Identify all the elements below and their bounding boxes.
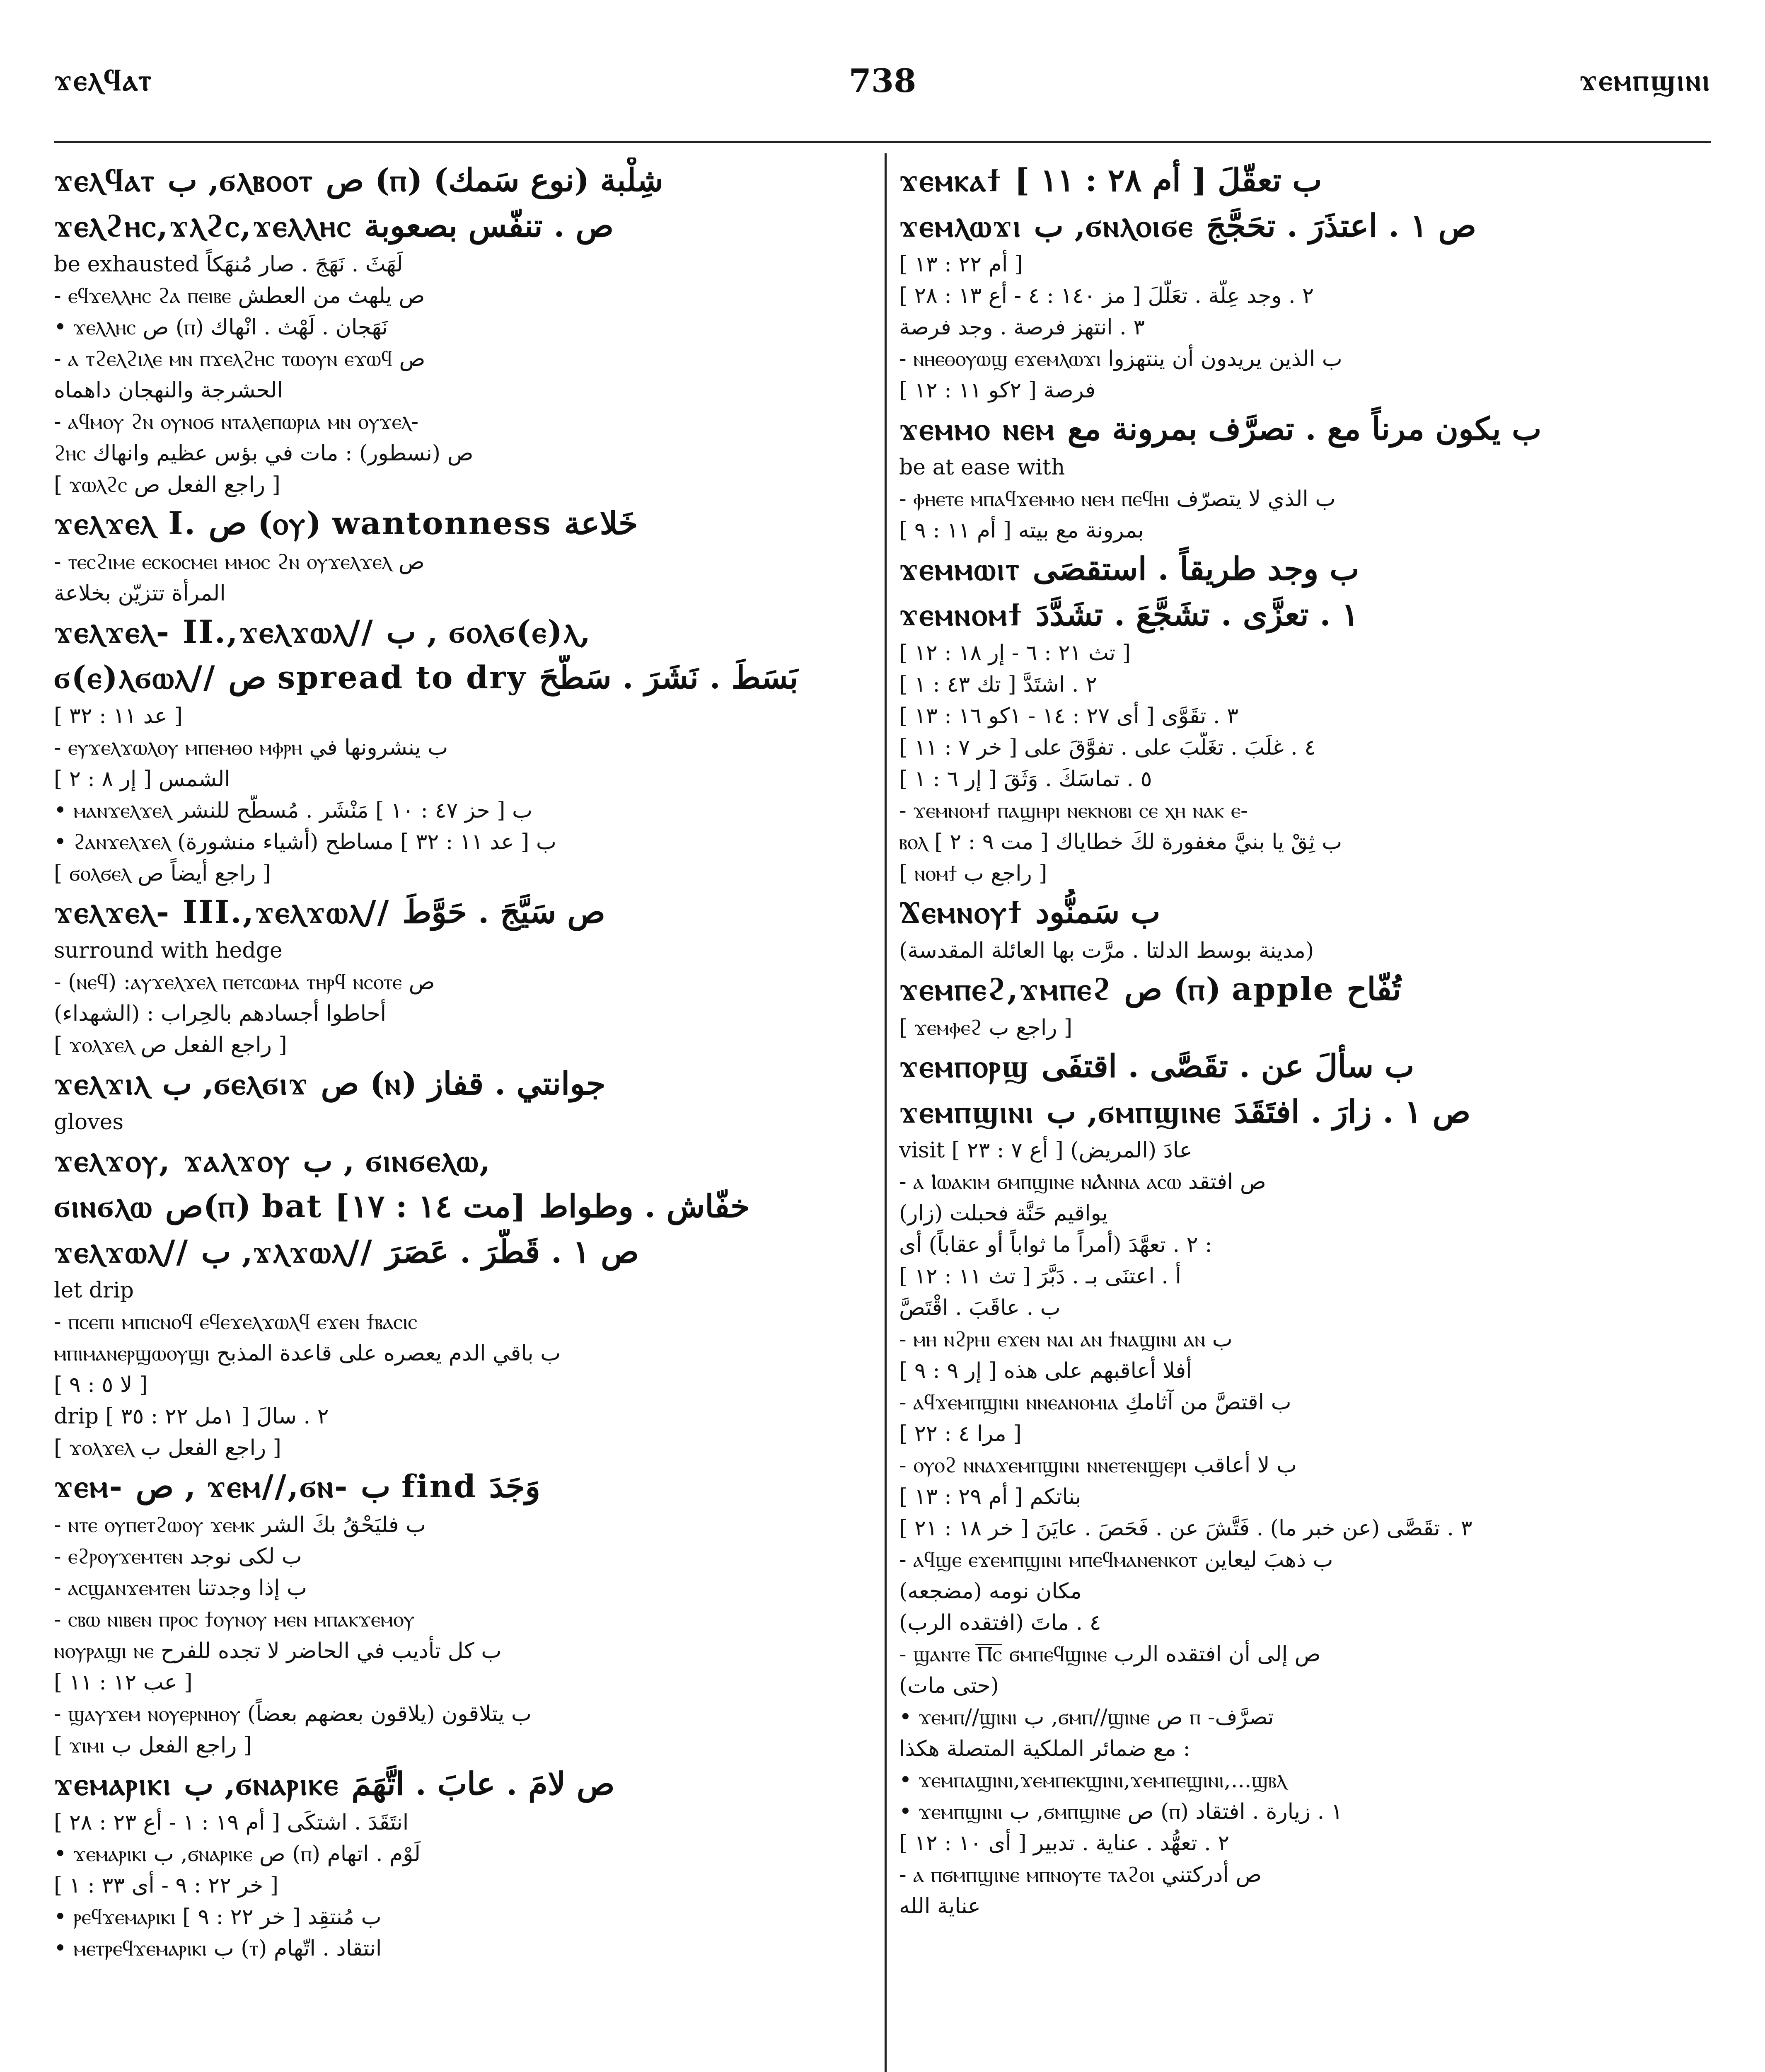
entry-line: • ϫⲉⲗⲗⲏⲥ ص (ⲡ) نَهَجان . لَهْث . انْهاك — [54, 315, 388, 340]
entry-line: [ ϫⲟⲗϫⲉⲗ راجع الفعل ص ] — [54, 1033, 287, 1058]
entry-line: أ . اعتنَى بـ . دَبَّرَ [ تث ١١ : ١٢ ] — [899, 1264, 1181, 1289]
entry-line: بمرونة مع بيته [ أم ١١ : ٩ ] — [899, 518, 1144, 543]
entry-line: عناية الله — [899, 1894, 981, 1919]
left-column — [54, 157, 866, 2072]
headword-line: ϫⲉⲙⲙⲟ ⲛⲉⲙ ب يكون مرناً مع . تصرَّف بمرونة مع — [899, 410, 1542, 447]
entry-line: الحشرجة والنهجان داهماه — [54, 378, 283, 403]
entry-line: [ ϫⲓⲙⲓ راجع الفعل ب ] — [54, 1733, 252, 1758]
entry-line: - ⲛⲧⲉ ⲟⲩⲡⲉⲧϩⲱⲟⲩ ϫⲉⲙⲕ ب فليَحْقُ بكَ الشر — [54, 1513, 426, 1537]
entry-line: ٤ . غلَبَ . تغَلَّبَ على . تفوَّقَ على [ خر ٧ : ١١ ] — [899, 735, 1316, 760]
entry-line: be exhausted لَهَثَ . نَهَجَ . صار مُنهَكاً — [54, 252, 403, 277]
entry-line: - ⲁϥϫⲉⲙⲡϣⲓⲛⲓ ⲛⲛⲉⲁⲛⲟⲙⲓⲁ ب اقتصَّ من آثامكِ — [899, 1390, 1291, 1415]
headword-line: ϫⲉⲙⲙⲱⲓⲧ ب وجد طريقاً . استقصَى — [899, 550, 1359, 587]
entry-line: [ ϫⲟⲗϫⲉⲗ راجع الفعل ب ] — [54, 1435, 281, 1460]
entry-line: [ خر ٢٢ : ٩ - أى ٣٣ : ١ ] — [54, 1873, 279, 1898]
entry-line: [ تث ٢١ : ٦ - إر ١٨ : ١٢ ] — [899, 641, 1131, 666]
headword-line: ϫⲉⲗϫⲓⲗ ب ,ϭⲉⲗϭⲓϫ ص (ⲛ) جوانتي . قفاز — [54, 1065, 606, 1102]
entry-line: بناتكم [ أم ٢٩ : ١٣ ] — [899, 1484, 1081, 1509]
entry-line: (زار) يواقيم حَنَّة فحبلت — [899, 1201, 1108, 1226]
entry-line: [ لا ٥ : ٩ ] — [54, 1372, 148, 1397]
headword-line: ϫⲉⲙⲗⲱϫⲓ ب ,ϭⲛⲗⲟⲓϭⲉ ص ١ . اعتذَرَ . تحَجَّجَ — [899, 207, 1477, 244]
entry-line: drip [ ١مل ٢٢ : ٣٥ ] ٢ . سالَ — [54, 1404, 329, 1429]
headword-line: ϫⲉⲙⲡⲟⲣϣ ب سألَ عن . تقَصَّى . اقتفَى — [899, 1048, 1414, 1084]
entry-line: ٢ . وجد عِلّة . تعَلَّلَ [ مز ١٤٠ : ٤ - أع ١٣ : ٢٨ ] — [899, 283, 1314, 308]
headword-line: ϫⲉⲙⲁⲣⲓⲕⲓ ب ,ϭⲛⲁⲣⲓⲕⲉ ص لامَ . عابَ . اتَّهَمَ — [54, 1765, 615, 1802]
entry-line: ٣ . تقَصَّى (عن خبر ما) . فَتَّشَ عن . فَحَصَ . عايَنَ [ خر ١٨ : ٢١ ] — [899, 1516, 1472, 1541]
entry-line: مكان نومه (مضجعه) — [899, 1579, 1082, 1604]
entry-line: ب . عاقَبَ . اقْتَصَّ — [899, 1295, 1061, 1320]
entry-line: - ϫⲉⲙⲛⲟⲙϯ ⲡⲁϣⲏⲣⲓ ⲛⲉⲕⲛⲟⲃⲓ ⲥⲉ ⲭⲏ ⲛⲁⲕ ⲉ- — [899, 798, 1248, 823]
headword-line: Ϫⲉⲙⲛⲟⲩϯ ب سَمنُّود — [899, 893, 1161, 930]
entry-line: ⲙⲡⲓⲙⲁⲛⲉⲣϣⲱⲟⲩϣⲓ ب باقي الدم يعصره على قاعدة المذبح — [54, 1341, 561, 1366]
entry-line: - ⲡⲥⲉⲡⲓ ⲙⲡⲓⲥⲛⲟϥ ⲉϥⲉϫⲉⲗϫⲱⲗϥ ⲉϫⲉⲛ ϯⲃⲁⲥⲓⲥ — [54, 1310, 418, 1334]
entry-line: - ⲁ Ⲓⲱⲁⲕⲓⲙ ϭⲙⲡϣⲓⲛⲉ ⲛⲀⲛⲛⲁ ⲁⲥⲱ ص افتقد — [899, 1169, 1266, 1194]
entry-line: - ⲟⲩⲟϩ ⲛⲛⲁϫⲉⲙⲡϣⲓⲛⲓ ⲛⲛⲉⲧⲉⲛϣⲉⲣⲓ ب لا أعاقب — [899, 1453, 1297, 1478]
entry-line: (مدينة بوسط الدلتا . مرَّت بها العائلة المقدسة) — [899, 938, 1314, 963]
entry-line: [ عد ١١ : ٣٢ ] — [54, 704, 183, 729]
entry-line: ٣ . تقَوَّى [ أى ٢٧ : ١٤ - ١كو ١٦ : ١٣ ] — [899, 704, 1239, 729]
entry-line: (حتى مات) — [899, 1673, 999, 1698]
entry-line: ٢ . اشتَدَّ [ تك ٤٣ : ١ ] — [899, 672, 1097, 697]
entry-line: - ⲉⲩϫⲉⲗϫⲱⲗⲟⲩ ⲙⲡⲉⲙⲑⲟ ⲙⲫⲣⲏ ب ينشرونها في — [54, 735, 448, 760]
headword-line: ϫⲉⲙⲡⲉϩ,ϫⲙⲡⲉϩ ص (ⲡ) apple تُفّاح — [899, 971, 1402, 1007]
entry-line: ⲛⲟⲩⲣⲁϣⲓ ⲛⲉ ب كل تأديب في الحاضر لا تجده للفرح — [54, 1639, 502, 1663]
entry-line: • ⲙⲉⲧⲣⲉϥϫⲉⲙⲁⲣⲓⲕⲓ ب (ⲧ) انتقاد . اتّهام — [54, 1936, 382, 1961]
entry-line: • ⲙⲁⲛϫⲉⲗϫⲉⲗ ب [ حز ٤٧ : ١٠ ] مَنْشَر . مُسطَّح للنشر — [54, 798, 532, 823]
column-divider — [885, 153, 887, 2072]
running-head-right: ϫⲉⲙⲡϣⲓⲛⲓ — [1579, 62, 1711, 97]
entry-line: [ ϫⲉⲙⲫⲉϩ راجع ب ] — [899, 1015, 1073, 1040]
entry-line: ϩⲏⲥ ص (نسطور) : مات في بؤس عظيم وانهاك — [54, 441, 474, 466]
entry-line: - ⲧⲉⲥϩⲓⲙⲉ ⲉⲥⲕⲟⲥⲙⲉⲓ ⲙⲙⲟⲥ ϩⲛ ⲟⲩϫⲉⲗϫⲉⲗ ص — [54, 549, 425, 574]
headword-line: ϫⲉⲗϫⲉⲗ- II.,ϫⲉⲗϫⲱⲗ// ب , ϭⲟⲗϭ(ⲉ)ⲗ, — [54, 613, 592, 650]
entry-line: let drip — [54, 1278, 134, 1303]
entry-line: [ ⲛⲟⲙϯ راجع ب ] — [899, 861, 1047, 886]
entry-line: - ⲉϥϫⲉⲗⲗⲏⲥ ϩⲁ ⲡⲉⲓⲃⲉ ص يلهث من العطش — [54, 283, 425, 308]
entry-line: • ⲣⲉϥϫⲉⲙⲁⲣⲓⲕⲓ ب مُنتقِد [ خر ٢٢ : ٩ ] — [54, 1905, 382, 1929]
entry-line: - ϣⲁⲩϫⲉⲙ ⲛⲟⲩⲉⲣⲛⲏⲟⲩ ب يتلاقون (يلاقون بعضهم بعضاً) — [54, 1702, 532, 1726]
entry-line: - ⲙⲏ ⲛϩⲣⲏⲓ ⲉϫⲉⲛ ⲛⲁⲓ ⲁⲛ ϯⲛⲁϣⲓⲛⲓ ⲁⲛ ب — [899, 1327, 1233, 1352]
entry-line: ⲃⲟⲗ ب ثِقْ يا بنيَّ مغفورة لكَ خطاياك [ مت ٩ : ٢ ] — [899, 830, 1342, 854]
entry-line: - ⲁϥϣⲉ ⲉϫⲉⲙⲡϣⲓⲛⲓ ⲙⲡⲉϥⲙⲁⲛⲉⲛⲕⲟⲧ ب ذهبَ ليعاين — [899, 1547, 1333, 1572]
entry-line: - ⲁϥⲙⲟⲩ ϩⲛ ⲟⲩⲛⲟϭ ⲛⲧⲁⲗⲉⲡⲱⲣⲓⲁ ⲙⲛ ⲟⲩϫⲉⲗ- — [54, 409, 419, 434]
headword-line: ϫⲉⲙⲕⲁϯ ب تعقّلَ [ أم ٢٨ : ١١ ] — [899, 162, 1322, 198]
entry-line: be at ease with — [899, 455, 1065, 480]
entry-line: [ أم ٢٢ : ١٣ ] — [899, 252, 1023, 277]
headword-line: ϫⲉⲗϫⲟⲩ, ϫⲁⲗϫⲟⲩ ب , ϭⲓⲛϭⲉⲗⲱ, — [54, 1142, 492, 1179]
headword-line: ϭⲓⲛϭⲗⲱ ص(ⲡ) bat [مت ١٤ : ١٧] خفّاش . وطواط — [54, 1188, 750, 1225]
entry-line: • ϫⲉⲙⲡ//ϣⲓⲛⲓ ب ,ϭⲙⲡ//ϣⲓⲛⲉ ص ⲡ -تصرَّف — [899, 1705, 1274, 1730]
entry-line: - ⲫⲏⲉⲧⲉ ⲙⲡⲁϥϫⲉⲙⲙⲟ ⲛⲉⲙ ⲡⲉϥⲏⲓ ب الذي لا يتصرّف — [899, 487, 1336, 511]
entry-line: المرأة تتزيّن بخلاعة — [54, 581, 226, 606]
entry-line: - ϣⲁⲛⲧⲉ Ⲡ̅ⲥ̅ ϭⲙⲡⲉϥϣⲓⲛⲉ ص إلى أن افتقده الرب — [899, 1642, 1321, 1667]
entry-line: - ⲁ ⲡϭⲙⲡϣⲓⲛⲉ ⲙⲡⲛⲟⲩⲧⲉ ⲧⲁϩⲟⲓ ص أدركتني — [899, 1862, 1262, 1887]
headword-line: ϫⲉⲙⲛⲟⲙϯ ١ . تعزَّى . تشَجَّعَ . تشَدَّدَ — [899, 596, 1359, 633]
entry-line: (الشهداء) : أحاطوا أجسادهم بالحِراب — [54, 1001, 387, 1026]
entry-line: ٤ . ماتَ (افتقده الرب) — [899, 1610, 1101, 1635]
entry-line: - ⲥⲃⲱ ⲛⲓⲃⲉⲛ ⲡⲣⲟⲥ ϯⲟⲩⲛⲟⲩ ⲙⲉⲛ ⲙⲡⲁⲕϫⲉⲙⲟⲩ — [54, 1607, 415, 1632]
entry-line: مع ضمائر الملكية المتصلة هكذا : — [899, 1736, 1190, 1761]
running-head-left: ϫⲉⲗϥⲁⲧ — [54, 62, 153, 97]
entry-line: [ مرا ٤ : ٢٢ ] — [899, 1421, 1022, 1446]
entry-line: ٢ . تعهُّد . عناية . تدبير [ أى ١٠ : ١٢ ] — [899, 1831, 1230, 1856]
entry-line: ٢ . تعهَّدَ (أمراً ما ثواباً أو عقاباً) أى : — [899, 1232, 1212, 1257]
entry-line: • ϫⲉⲙⲡϣⲓⲛⲓ ب ,ϭⲙⲡϣⲓⲛⲉ ص (ⲡ) ١ . زيارة . افتقاد — [899, 1799, 1343, 1824]
entry-line: [ ϫⲱⲗϩⲥ راجع الفعل ص ] — [54, 472, 280, 497]
entry-line: • ϫⲉⲙⲡⲁϣⲓⲛⲓ,ϫⲉⲙⲡⲉⲕϣⲓⲛⲓ,ϫⲉⲙⲡⲉϣⲓⲛⲓ,...ϣⲃⲗ — [899, 1768, 1287, 1793]
entry-line: - ⲁⲥϣⲁⲛϫⲉⲙⲧⲉⲛ ب إذا وجدتنا — [54, 1576, 307, 1600]
entry-line: الشمس [ إر ٨ : ٢ ] — [54, 767, 230, 792]
entry-line: • ϩⲁⲛϫⲉⲗϫⲉⲗ ب [ عد ١١ : ٣٢ ] مساطح (أشياء منشورة) — [54, 830, 556, 854]
headword-line: ϫⲉⲗϫⲉⲗ I. ص (ⲟⲩ) wantonness خَلاعة — [54, 505, 638, 542]
headword-line: ϫⲉⲙⲡϣⲓⲛⲓ ب ,ϭⲙⲡϣⲓⲛⲉ ص ١ . زارَ . افتَقَدَ — [899, 1093, 1471, 1130]
entry-line: [ عب ١٢ : ١١ ] — [54, 1670, 193, 1695]
entry-line: surround with hedge — [54, 938, 283, 963]
entry-line: فرصة [ ٢كو ١١ : ١٢ ] — [899, 378, 1096, 403]
entry-line: ٣ . انتهز فرصة . وجد فرصة — [899, 315, 1145, 340]
entry-line: - ⲁ ⲧϩⲉⲗϩⲓⲗⲉ ⲙⲛ ⲡϫⲉⲗϩⲏⲥ ⲧⲱⲟⲩⲛ ⲉϫⲱϥ ص — [54, 346, 426, 371]
entry-line: - ⲉϩⲣⲟⲩϫⲉⲙⲧⲉⲛ ب لكى نوجد — [54, 1544, 302, 1569]
headword-line: ϫⲉⲗϫⲱⲗ// ب ,ϫⲗϫⲱⲗ// ص ١ . قَطَّرَ . عَصَرَ — [54, 1233, 639, 1270]
entry-line: أفلا أعاقبهم على هذه [ إر ٩ : ٩ ] — [899, 1358, 1192, 1383]
headword-line: ϫⲉⲗϫⲉⲗ- III.,ϫⲉⲗϫⲱⲗ// ص سَيَّجَ . حَوَّطَ — [54, 893, 605, 930]
headword-line: ϫⲉⲗϩⲏⲥ,ϫⲗϩⲥ,ϫⲉⲗⲗⲏⲥ ص . تنفّس بصعوبة — [54, 207, 614, 244]
entry-line: ٥ . تماسَكَ . وَثَقَ [ إر ٦ : ١ ] — [899, 767, 1152, 792]
right-column — [899, 157, 1711, 2072]
headword-line: ϫⲉⲗϥⲁⲧ ب ,ϭⲗⲃⲟⲟⲧ ص (ⲡ) شِلْبة (نوع سَمك) — [54, 162, 663, 198]
headword-line: ϭ(ⲉ)ⲗϭⲱⲗ// ص spread to dry بَسَطَ . نَشَرَ . سَطَّحَ — [54, 659, 798, 696]
header-rule — [54, 141, 1711, 143]
entry-line: • ϫⲉⲙⲁⲣⲓⲕⲓ ب ,ϭⲛⲁⲣⲓⲕⲉ ص (ⲡ) لَوْم . اتهام — [54, 1842, 421, 1866]
headword-line: ϫⲉⲙ- ص , ϫⲉⲙ//,ϭⲛ- ب find وَجَدَ — [54, 1468, 541, 1505]
entry-line: gloves — [54, 1110, 124, 1135]
entry-line: انتَقَدَ . اشتكَى [ أم ١٩ : ١ - أع ٢٣ : ٢٨ ] — [54, 1810, 409, 1835]
page-number: 738 — [849, 62, 916, 100]
entry-line: - (ⲛⲉϥ) :ⲁⲩϫⲉⲗϫⲉⲗ ⲡⲉⲧⲥⲱⲙⲁ ⲧⲏⲣϥ ⲛⲥⲟⲧⲉ ص — [54, 970, 435, 995]
entry-line: [ ϭⲟⲗϭⲉⲗ راجع أيضاً ص ] — [54, 861, 271, 886]
entry-line: - ⲛⲏⲉⲑⲟⲩⲱϣ ⲉϫⲉⲙⲗⲱϫⲓ ب الذين يريدون أن ينتهزوا — [899, 346, 1342, 371]
entry-line: visit [ أع ٧ : ٢٣ ] عادَ (المريض) — [899, 1138, 1192, 1163]
